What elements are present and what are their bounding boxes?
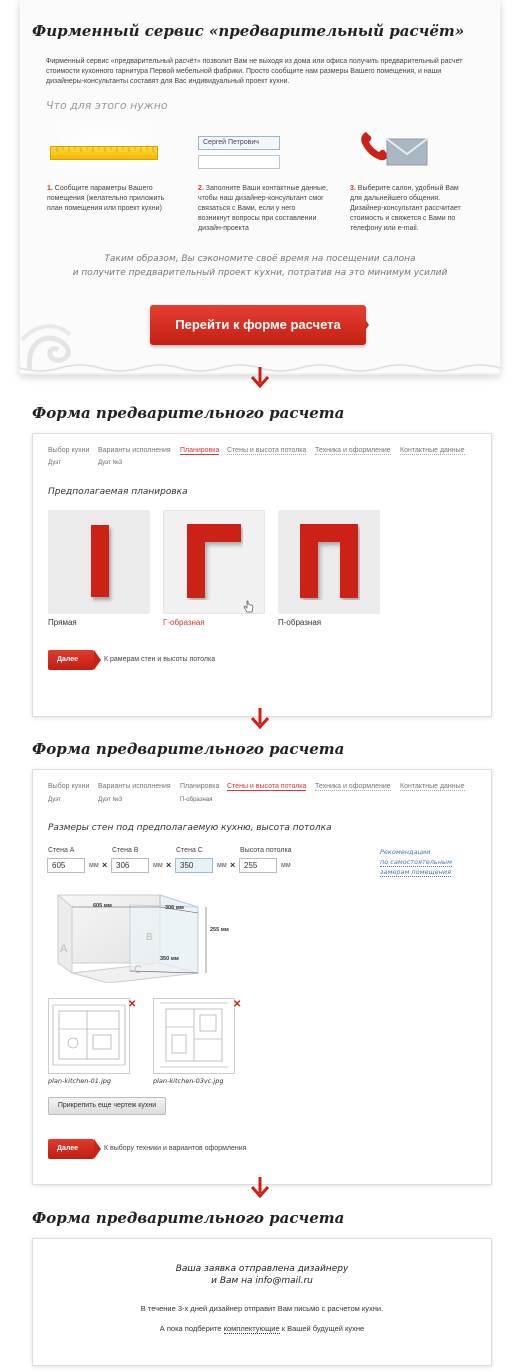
tab-variant-value: Дуэт №3 (98, 797, 123, 803)
wall-b-marker: B (146, 932, 153, 943)
l-shaped-layout-icon (187, 524, 243, 600)
layout-option-u-shaped[interactable] (278, 510, 380, 614)
ruler-icon (50, 146, 158, 160)
tab-variants[interactable]: Варианты исполнения (98, 783, 171, 790)
tips-line-text: по самостоятельным (380, 858, 453, 866)
tab-layout[interactable]: Планировка (180, 783, 220, 790)
step-1 (47, 184, 177, 214)
room-diagram (48, 893, 238, 983)
next-step-hint: К выбору техники и вариантов оформления (104, 1145, 247, 1152)
chevron-down-icon (248, 708, 272, 730)
tab-kitchen-value: Дуэт (48, 797, 61, 803)
sample-name-field: Сергей Петрович (198, 136, 280, 150)
plan-thumbnail[interactable] (153, 998, 235, 1074)
wall-c-dimension: 350 мм (160, 956, 179, 962)
layout-option-straight[interactable] (48, 510, 150, 614)
chevron-down-icon (248, 367, 272, 389)
tab-kitchen[interactable]: Выбор кухни (48, 447, 90, 454)
suggestion-text: к Вашей будущей кухне (281, 1324, 365, 1333)
next-button[interactable]: Далее (48, 1139, 94, 1159)
delete-icon[interactable]: ✕ (233, 999, 242, 1010)
tab-kitchen[interactable]: Выбор кухни (48, 783, 90, 790)
wall-b-label: Стена B (112, 847, 139, 854)
wall-b-input[interactable]: 306 (111, 858, 149, 873)
success-card (32, 1238, 492, 1366)
tab-contacts[interactable]: Контактные данные (400, 783, 465, 790)
tagline-line-2: и получите предварительный проект кухни, потратив на это минимум усилий (72, 268, 448, 278)
tips-line (380, 867, 452, 877)
times-sign: × (230, 860, 236, 870)
unit-label: мм (153, 862, 163, 869)
ceiling-height-label: Высота потолка (240, 847, 292, 854)
layout-option-label: П-образная (278, 618, 322, 627)
success-line: и Вам на info@mail.ru (211, 1276, 313, 1286)
requirements-title: Что для этого нужно (46, 99, 168, 112)
tagline-line-1: Таким образом, Вы сэкономите своё время на посещении салона (104, 254, 416, 264)
success-info: В течение 3-х дней дизайнер отправит Вам письмо с расчетом кухни. (140, 1304, 384, 1313)
step-text: Сообщите параметры Вашего помещения (желательно приложить план помещения или проект кухни) (47, 185, 165, 212)
walls-form-title: Размеры стен под предполагаемую кухню, высота потолка (48, 823, 332, 833)
section-title: Форма предварительного расчета (32, 740, 345, 758)
layout-option-l-shaped[interactable] (163, 510, 265, 614)
straight-layout-icon (91, 525, 109, 597)
u-shaped-layout-icon (300, 524, 360, 600)
section-title: Форма предварительного расчета (32, 1209, 345, 1227)
section-title: Форма предварительного расчета (32, 404, 345, 422)
success-suggestion (32, 1324, 492, 1333)
floor-plan-image (154, 999, 234, 1073)
tab-layout-value: П-образная (180, 797, 213, 803)
delete-icon[interactable]: ✕ (128, 999, 137, 1010)
layout-form-title: Предполагаемая планировка (48, 487, 188, 497)
times-sign: × (102, 860, 108, 870)
step-text: Выберите салон, удобный Вам для дальнейшего общения. Дизайнер-консультант рассчитает стоимость и свяжется с Вами по телефону или e-mail. (350, 185, 461, 232)
sample-empty-field (198, 155, 280, 169)
tab-layout[interactable]: Планировка (180, 447, 220, 454)
tips-line-text: замерам помещения (380, 868, 452, 876)
wall-b-dimension: 306 мм (165, 905, 184, 911)
decorative-swirl-icon (20, 300, 100, 375)
next-step-hint: К рамерам стен и высоты потолка (104, 656, 216, 663)
measurement-tips-link[interactable] (380, 847, 452, 877)
wall-c-label: Стена C (176, 847, 203, 854)
next-button-tip (94, 650, 101, 670)
intro-description: Фирменный сервис «предварительный расчёт» позволит Вам не выходя из дома или офиса получить предварительный расчет стоимости кухонного гарнитура Первой мебельной фабрики. Просто сообщите нам размеры Вашего помещения, и наши дизайнеры-консультанты составят для Вас индивидуальный проект кухни. (46, 58, 463, 85)
success-line: Ваша заявка отправлена дизайнеру (175, 1264, 349, 1274)
step-number: 2. (198, 185, 204, 192)
tab-walls[interactable]: Стены и высота потолка (227, 447, 307, 454)
step-number: 1. (47, 185, 53, 192)
tab-kitchen-value: Дуэт (48, 460, 61, 466)
unit-label: мм (281, 862, 291, 869)
wall-a-input[interactable]: 605 (47, 858, 85, 873)
wall-c-input[interactable]: 350 (175, 858, 213, 873)
tab-contacts[interactable]: Контактные данные (400, 447, 465, 454)
hand-cursor-icon (243, 600, 255, 614)
components-link[interactable]: комплектующие (223, 1324, 280, 1333)
tab-walls[interactable]: Стены и высота потолка (227, 783, 307, 790)
unit-label: мм (217, 862, 227, 869)
go-to-form-button[interactable]: Перейти к форме расчета (150, 305, 366, 345)
attach-drawing-button[interactable]: Прикрепить еще чертеж кухни (48, 1097, 166, 1115)
floor-plan-image (49, 999, 129, 1073)
unit-label: мм (89, 862, 99, 869)
step-3 (350, 184, 470, 234)
tips-line (380, 857, 452, 867)
ceiling-height-input[interactable]: 255 (239, 858, 277, 873)
tab-appliances[interactable]: Техника и оформление (315, 447, 391, 454)
intro-title: Фирменный сервис «предварительный расчёт» (32, 22, 465, 40)
times-sign: × (166, 860, 172, 870)
next-button-tip (94, 1139, 101, 1159)
tab-variant-value: Дуэт №3 (98, 460, 123, 466)
wall-a-dimension: 605 мм (93, 903, 112, 909)
file-name: plan-kitchen-01.jpg (48, 1077, 112, 1085)
height-dimension: 255 мм (210, 927, 229, 933)
file-name: plan-kitchen-03vc.jpg (153, 1077, 224, 1085)
wall-c-marker: C (134, 964, 142, 976)
suggestion-text: А пока подберите (159, 1324, 222, 1333)
tagline (40, 252, 480, 280)
next-button[interactable]: Далее (48, 650, 94, 670)
success-heading (32, 1263, 492, 1287)
step-2 (198, 184, 328, 234)
mail-icon (386, 138, 428, 166)
wall-a-label: Стена A (48, 847, 75, 854)
tab-appliances[interactable]: Техника и оформление (315, 783, 391, 790)
layout-option-label-selected: Г-образная (163, 618, 205, 627)
step-text: Заполните Ваши контактные данные, чтобы наш дизайнер-консультант смог связаться с Вами, если у него возникнут вопросы при составлении дизайн-проекта (198, 185, 328, 232)
plan-thumbnail[interactable] (48, 998, 130, 1074)
chevron-down-icon (248, 1177, 272, 1199)
wall-a-marker: A (60, 943, 68, 955)
step-number: 3. (350, 185, 356, 192)
tips-line: Рекомендации (380, 848, 431, 856)
layout-option-label: Прямая (48, 618, 77, 627)
tab-variants[interactable]: Варианты исполнения (98, 447, 171, 454)
